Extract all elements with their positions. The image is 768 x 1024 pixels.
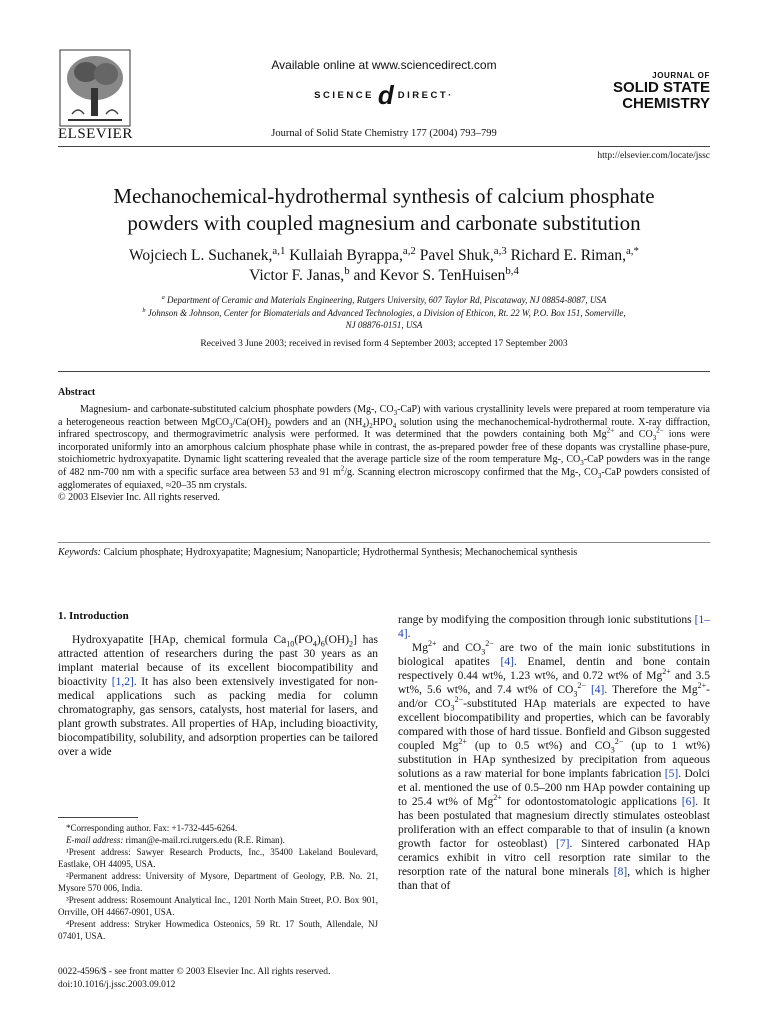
title-line-2: powders with coupled magnesium and carbonate substitution <box>127 211 641 235</box>
affiliation-b-text: Johnson & Johnson, Center for Biomaterials and Advanced Technologies, a Division of Ethicon, Rt. 22 W, P.O. Box 151, Somerville, <box>147 307 626 318</box>
abstract-heading: Abstract <box>58 387 96 398</box>
sd-logo-right: DIRECT· <box>397 90 454 102</box>
author: Victor F. Janas, <box>249 267 345 284</box>
affiliation-b-line2: NJ 08876-0151, USA <box>345 320 423 330</box>
intro-paragraph-2: $Mg^{2+}$ and $CO_3^{2-}$ are two of the main ionic substitutions in biological apatites [4]. Enamel, dentin and bone contain respectively 0.44 wt%, 1.23 wt%, and 0.72 wt% of $Mg^{2+}$ and 3.5 wt%, 5.6 wt%, and 7.4 wt% of $CO_3^{2-}$ [4]. Therefore the $Mg^{2+}-$ and/or $CO_3^{2-}$-substituted HAp materials are expected to have excellent biocompatibility and properties, which can be favorably compared with those of hard tissue. Bonfield and Gibson suggested coupled $Mg^{2+}$ (up to 0.5 wt%) and $CO_3^{2-}$ (up to 1 wt%) substitution in HAp synthesized by precipitation from aqueous solutions as a raw material for bone implants fabrication [5]. Dolci et al. mentioned the use of 0.5–200 nm HAp powder containing up to 25.4 wt% of $Mg^{2+}$ for odontostomatologic applications [6]. It has been postulated that magnesium directly stimulates osteoblast proliferation with an effect comparable to that of insulin (a known growth factor for osteoblast) [7]. Sintered carbonated HAp ceramics exhibit in vitro cell resorption rate similar to the resorption rate of the natural bone minerals [8], which is higher than that of <box>398 639 711 892</box>
right-column <box>398 613 710 893</box>
author-affil-mark: b <box>344 264 350 277</box>
abstract-body <box>58 404 710 505</box>
journal-logo-line3: CHEMISTRY <box>622 95 710 113</box>
author-affil-mark: b,4 <box>505 264 519 277</box>
journal-logo <box>600 72 710 112</box>
footer-doi[interactable]: doi:10.1016/j.jssc.2003.09.012 <box>58 979 176 990</box>
footnote-2: ²Permanent address: University of Mysore, Department of Geology, P.B. No. 21, Mysore 570 006, India. <box>58 871 378 893</box>
author: Pavel Shuk, <box>419 247 494 264</box>
sd-logo-mark: d <box>377 80 394 110</box>
email-label: E-mail address: <box>66 835 124 845</box>
footnote-3: ³Present address: Rosemount Analytical Inc., 1201 North Main Street, P.O. Box 901, Orrville, OH 44667-0901, USA. <box>58 895 378 917</box>
abstract-paragraph: Magnesium- and carbonate-substituted calcium phosphate powders (Mg-, $CO_3-CaP$) with various crystallinity levels were prepared at room temperature via a heterogeneous reaction between $MgCO_3/Ca(OH)_2$ powders and an $(NH_4)_2HPO_4$ solution using the mechanochemical-hydrothermal route. X-ray diffraction, infrared spectroscopy, and thermogravimetric analysis were performed. It was determined that the powders containing both $Mg^{2+}$ and $CO_3^{2-}$ ions were incorporated uniformly into an amorphous calcium phosphate phase while in contrast, the as-prepared powder free of these dopants was crystalline phase-pure, stoichiometric hydroxyapatite. Dynamic light scattering revealed that the average particle size of the room temperature Mg-, $CO_3$-CaP powders was in the range of 482 nm-700 nm with a specific surface area between 53 and 91 $m^2/g$. Scanning electron microscopy confirmed that the Mg-, $CO_3$-CaP powders consisted of agglomerates of equiaxed, ≈20–35 nm crystals. © 2003 Elsevier Inc. All rights reserved. <box>58 404 710 504</box>
sd-logo-left: SCIENCE <box>314 90 374 102</box>
section-heading-introduction: 1. Introduction <box>58 610 129 622</box>
journal-url[interactable]: http://elsevier.com/locate/jssc <box>597 151 710 161</box>
author: Kullaiah Byrappa, <box>289 247 403 264</box>
author-affil-mark: a,3 <box>493 244 507 257</box>
email-address[interactable]: riman@e-mail.rci.rutgers.edu (R.E. Riman). <box>123 835 285 845</box>
page-footer <box>58 966 330 991</box>
author: and Kevor S. TenHuisen <box>353 267 506 284</box>
footnote-email <box>58 834 378 846</box>
keywords-rule <box>58 542 710 543</box>
footnote-1: ¹Present address: Sawyer Research Products, Inc., 35400 Lakeland Boulevard, Eastlake, OH 44095, USA. <box>58 847 378 869</box>
header-rule <box>58 146 710 147</box>
title-line-1: Mechanochemical-hydrothermal synthesis of calcium phosphate <box>113 184 655 208</box>
citation-link[interactable]: [7] <box>556 838 570 850</box>
intro-paragraph-1-continued: range by modifying the composition through ionic substitutions [1–4]. <box>398 614 710 640</box>
affiliation-a-text: Department of Ceramic and Materials Engineering, Rutgers University, 607 Taylor Rd, Piscataway, NJ 08854-8087, USA <box>167 295 607 305</box>
author-affil-mark: a,2 <box>402 244 416 257</box>
footer-issn: 0022-4596/$ - see front matter © 2003 Elsevier Inc. All rights reserved. <box>58 967 331 977</box>
left-column <box>58 609 378 759</box>
citation-link[interactable]: [5] <box>664 768 679 780</box>
footnote-rule <box>58 817 138 818</box>
journal-citation: Journal of Solid State Chemistry 177 (2004) 793–799 <box>271 128 497 139</box>
author-affil-mark: a,* <box>625 244 639 257</box>
journal-logo-line2: SOLID STATE <box>613 79 710 97</box>
footnote-4: ⁴Present address: Stryker Howmedica Osteonics, 59 Rt. 17 South, Allendale, NJ 07401, USA. <box>58 919 378 941</box>
footnotes <box>58 822 378 942</box>
article-title <box>58 183 710 237</box>
publisher-name: ELSEVIER <box>58 126 133 142</box>
affiliation-mark: a <box>161 294 165 301</box>
affiliation-mark: b <box>142 306 146 314</box>
author-list <box>58 246 710 286</box>
intro-paragraph-1: Hydroxyapatite [HAp, chemical formula $Ca_{10}(PO_4)_6(OH)_2$] has attracted attention of researchers during the past 30 years as an implant material because of its excellent biocompatibility and bioactivity [1,2]. It has also been extensively investigated for non-medical applications such as packing media for column chromatography, gas sensors, catalysts, host material for lasers, and plant growth substrates. All properties of HAp, including bioactivity, biocompatibility, solubility, and adsorption properties can be tailored over a wide <box>58 634 378 758</box>
footnote-corresponding: *Corresponding author. Fax: +1-732-445-6264. <box>66 823 238 833</box>
author-affil-mark: a,1 <box>272 244 286 257</box>
abstract-copyright: © 2003 Elsevier Inc. All rights reserved. <box>58 492 221 504</box>
keywords-label: Keywords: <box>58 547 101 558</box>
citation-link[interactable]: [8] <box>613 866 628 878</box>
keywords-text: Calcium phosphate; Hydroxyapatite; Magnesium; Nanoparticle; Hydrothermal Synthesis; Mechanochemical synthesis <box>103 547 578 558</box>
citation-link[interactable]: [6] <box>681 796 696 808</box>
journal-logo-line1: JOURNAL OF <box>652 71 710 80</box>
citation-link[interactable]: [1,2] <box>111 676 134 688</box>
author: Wojciech L. Suchanek, <box>129 247 273 264</box>
affiliation-a <box>80 294 688 307</box>
citation-link[interactable]: [1–4] <box>398 614 710 640</box>
received-dates: Received 3 June 2003; received in revised form 4 September 2003; accepted 17 September 2003 <box>200 339 568 349</box>
affiliations <box>80 294 688 332</box>
abstract-rule <box>58 371 710 372</box>
available-online-text[interactable]: Available online at www.sciencedirect.com <box>271 58 497 72</box>
author: Richard E. Riman, <box>510 247 626 264</box>
keywords <box>58 547 710 558</box>
affiliation-b <box>80 307 688 320</box>
citation-link[interactable]: [4] <box>500 656 514 668</box>
citation-link[interactable]: [4] <box>590 684 605 696</box>
